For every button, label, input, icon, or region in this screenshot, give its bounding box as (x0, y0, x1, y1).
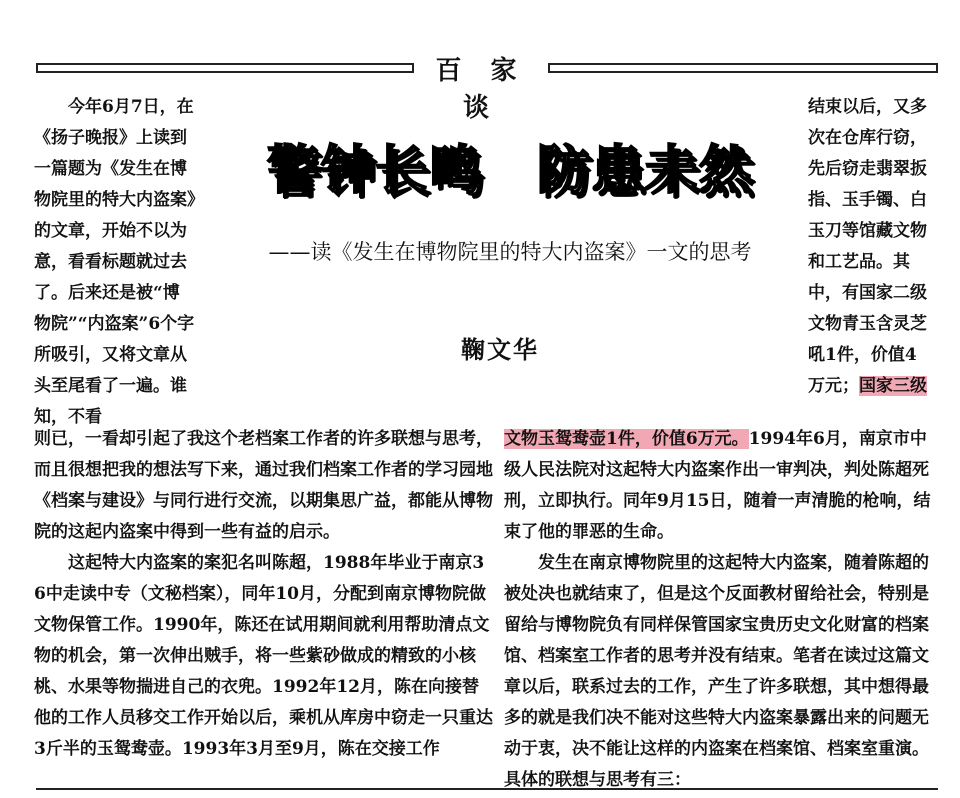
section-header (36, 56, 938, 123)
article-author: 鞠文华 (461, 336, 539, 364)
left-bottom-column (34, 424, 494, 765)
paragraph (504, 424, 936, 548)
section-title: 百 家 谈 (435, 56, 527, 123)
right-top-column (808, 92, 932, 402)
left-top-column: 今年6月7日，在《扬子晚报》上读到一篇题为《发生在博物院里的特大内盗案》的文章，开始不以为意，看看标题就过去了。后来还是被“博物院”“内盗案”6个字所吸引，又将文章从头至尾看了一遍。谁知，不看 (34, 97, 196, 427)
highlight-text: 文物玉鸳鸯壶1件，价值6万元。 (504, 429, 749, 449)
article-subtitle: ——读《发生在博物院里的特大内盗案》一文的思考 (268, 240, 752, 264)
paragraph: 则已，一看却引起了我这个老档案工作者的许多联想与思考，而且很想把我的想法写下来，通过我们档案工作者的学习园地《档案与建设》与同行进行交流，以期集思广益，都能从博物院的这起内盗案中得到一些有益的启示。 (34, 429, 493, 542)
paragraph-text: 1994年6月，南京市中级人民法院对这起特大内盗案作出一审判决，判处陈超死刑，立即执行。同年9月15日，随着一声清脆的枪响，结束了他的罪恶的生命。 (504, 429, 931, 542)
highlight-text: 国家三级 (859, 376, 927, 396)
paragraph: 这起特大内盗案的案犯名叫陈超，1988年毕业于南京36中走读中专（文秘档案），同年10月，分配到南京博物院做文物保管工作。1990年，陈还在试用期间就利用帮助清点文物的机会，第一次伸出贼手，将一些紫砂做成的精致的小核桃、水果等物揣进自己的衣兜。1992年12月，陈在向接替他的工作人员移交工作开始以后，乘机从库房中窃走一只重达3斤半的玉鸳鸯壶。1993年3月至9月，陈在交接工作 (34, 553, 493, 759)
paragraph: 发生在南京博物院里的这起特大内盗案，随着陈超的被处决也就结束了，但是这个反面教材留给社会，特别是留给与博物院负有同样保管国家宝贵历史文化财富的档案馆、档案室工作者的思考并没有结束。笔者在读过这篇文章以后，联系过去的工作，产生了许多联想，其中想得最多的就是我们决不能对这些特大内盗案暴露出来的问题无动于衷，决不能让这样的内盗案在档案馆、档案室重演。具体的联想与思考有三： (504, 553, 929, 790)
article-title: 警钟长鸣 防患未然 (266, 141, 753, 201)
header-bar-left (36, 63, 414, 73)
bottom-rule (36, 788, 938, 790)
right-top-text: 结束以后，又多次在仓库行窃，先后窃走翡翠扳指、玉手镯、白玉刀等馆藏文物和工艺品。其中，有国家二级文物青玉含灵芝吼1件，价值4万元； (808, 97, 927, 396)
right-bottom-column (504, 424, 936, 796)
header-bar-right (548, 63, 938, 73)
